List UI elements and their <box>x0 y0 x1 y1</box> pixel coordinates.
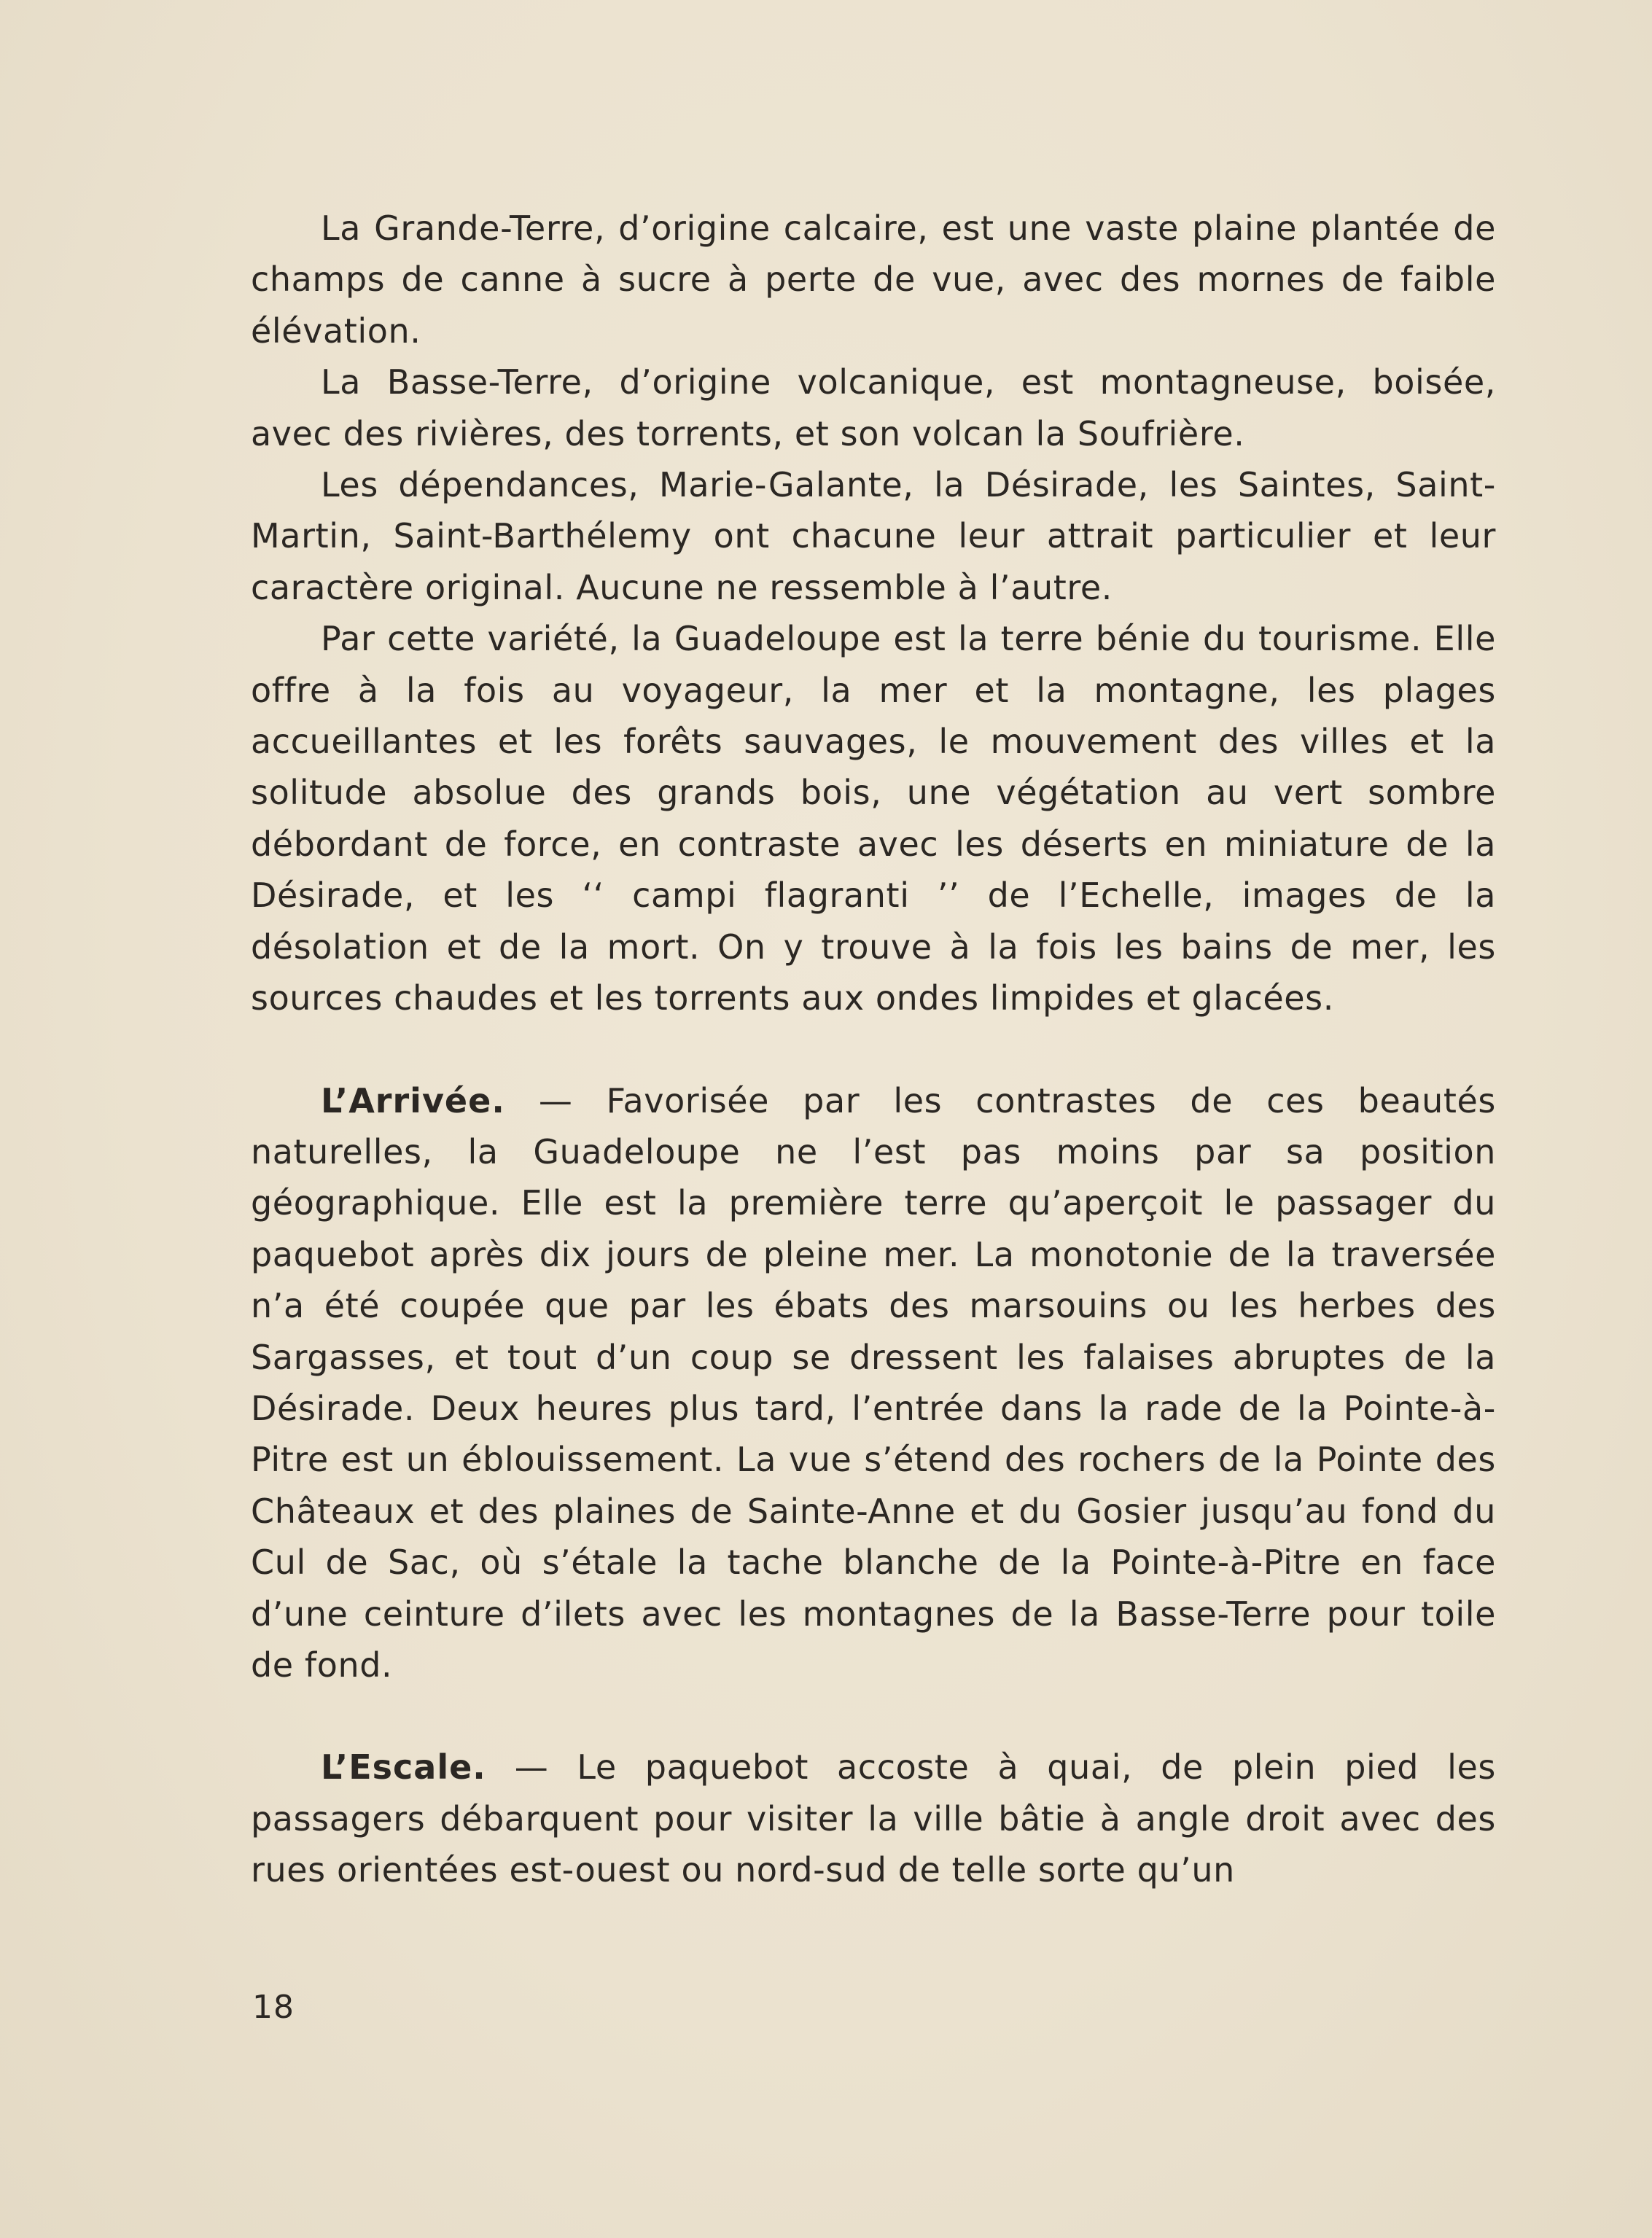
paragraph-dependances: Les dépendances, Marie-Galante, la Désirade, les Saintes, Saint-Martin, Saint-Barthélemy ont chacune leur attrait particulier et leur caractère original. Aucune ne ressemble à l’autre. <box>251 465 1496 607</box>
body-text <box>251 203 1496 1896</box>
section-title-arrivee: L’Arrivée. <box>321 1080 505 1120</box>
section-arrivee <box>251 1075 1496 1691</box>
section-escale <box>251 1742 1496 1895</box>
paragraph-variete: Par cette variété, la Guadeloupe est la terre bénie du tourisme. Elle offre à la fois au voyageur, la mer et la montagne, les plages accueillantes et les forêts sauvages, le mouvement des villes et la solitude absolue des grands bois, une végétation au vert sombre débordant de force, en contraste avec les déserts en miniature de la Désirade, et les ‘‘ campi flagranti ’’ de l’Echelle, images de la désolation et de la mort. On y trouve à la fois les bains de mer, les sources chaudes et les torrents aux ondes limpides et glacées. <box>251 619 1496 1018</box>
section-text-arrivee: — Favorisée par les contrastes de ces beautés naturelles, la Guadeloupe ne l’est pas moins par sa position géographique. Elle est la première terre qu’aperçoit le passager du paquebot après dix jours de pleine mer. La monotonie de la traversée n’a été coupée que par les ébats des marsouins ou les herbes des Sargasses, et tout d’un coup se dressent les falaises abruptes de la Désirade. Deux heures plus tard, l’entrée dans la rade de la Pointe-à-Pitre est un éblouissement. La vue s’étend des rochers de la Pointe des Châteaux et des plaines de Sainte-Anne et du Gosier jusqu’au fond du Cul de Sac, où s’étale la tache blanche de la Pointe-à-Pitre en face d’une ceinture d’ilets avec les montagnes de la Basse-Terre pour toile de fond. <box>251 1080 1496 1685</box>
page-number: 18 <box>252 1989 295 2026</box>
section-title-escale: L’Escale. <box>321 1747 486 1787</box>
section-text-escale: — Le paquebot accoste à quai, de plein pied les passagers débarquent pour visiter la ville bâtie à angle droit avec des rues orientées est-ouest ou nord-sud de telle sorte qu’un <box>251 1747 1496 1890</box>
paragraph-grande-terre: La Grande-Terre, d’origine calcaire, est une vaste plaine plantée de champs de canne à sucre à perte de vue, avec des mornes de faible élévation. <box>251 208 1496 351</box>
paragraph-basse-terre: La Basse-Terre, d’origine volcanique, est montagneuse, boisée, avec des rivières, des torrents, et son volcan la Soufrière. <box>251 362 1496 453</box>
